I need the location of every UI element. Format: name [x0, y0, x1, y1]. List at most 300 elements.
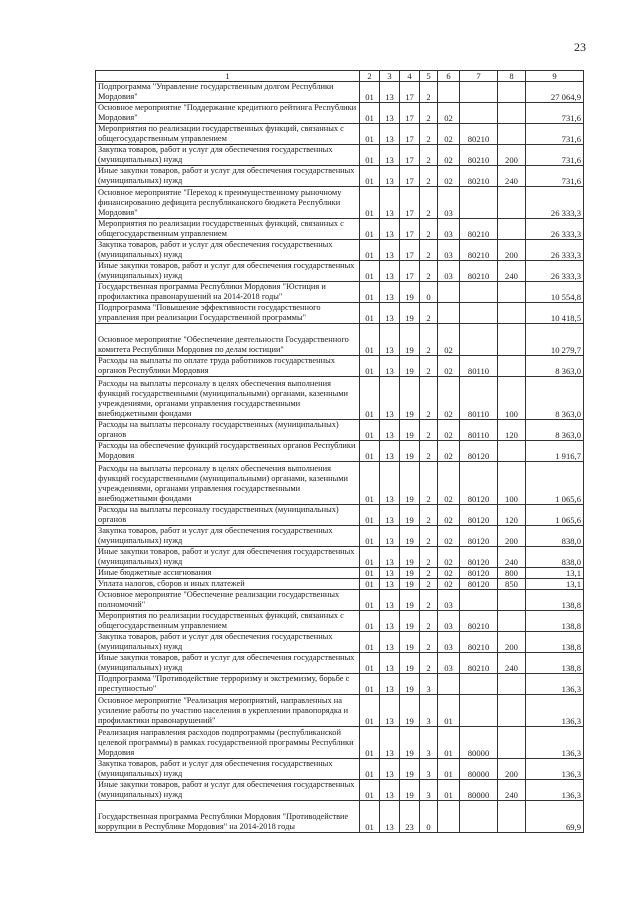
column-header: 4: [400, 71, 420, 82]
section-code-cell: 01: [360, 590, 380, 611]
table-row: [96, 261, 584, 282]
amount-cell: 136,3: [526, 727, 584, 759]
amount-cell: 69,9: [526, 801, 584, 833]
table-row: [96, 590, 584, 611]
table-header-row: [96, 71, 584, 82]
program-code-cell: 17: [400, 124, 420, 145]
amount-cell: 138,8: [526, 590, 584, 611]
subsection-code-cell: 13: [380, 377, 400, 420]
subsection-code-cell: 13: [380, 568, 400, 579]
column-header: 7: [460, 71, 498, 82]
column-header: 2: [360, 71, 380, 82]
row-name-cell: Подпрограмма "Противодействие терроризму и экстремизму, борьбе с преступностью": [96, 674, 360, 695]
program-code-cell: 17: [400, 145, 420, 166]
amount-cell: 1 065,6: [526, 505, 584, 526]
direction-code-cell: 80210: [460, 219, 498, 240]
amount-cell: 138,8: [526, 632, 584, 653]
direction-code-cell: [460, 187, 498, 219]
row-name-cell: Основное мероприятие "Обеспечение деятельности Государственного комитета Республики Мордовия по делам юстиции": [96, 324, 360, 356]
direction-code-cell: 80210: [460, 632, 498, 653]
table-row: [96, 441, 584, 462]
activity-code-cell: [438, 282, 460, 303]
subsection-code-cell: 13: [380, 611, 400, 632]
program-code-cell: 19: [400, 674, 420, 695]
subsection-code-cell: 13: [380, 441, 400, 462]
section-code-cell: 01: [360, 356, 380, 377]
budget-table: [95, 70, 584, 833]
section-code-cell: 01: [360, 261, 380, 282]
expense-type-cell: 200: [498, 145, 526, 166]
amount-cell: 8 363,0: [526, 420, 584, 441]
column-header: 6: [438, 71, 460, 82]
subprogram-code-cell: 2: [420, 568, 438, 579]
amount-cell: 10 418,5: [526, 303, 584, 324]
amount-cell: 136,3: [526, 759, 584, 780]
program-code-cell: 17: [400, 219, 420, 240]
direction-code-cell: [460, 303, 498, 324]
activity-code-cell: 02: [438, 103, 460, 124]
subsection-code-cell: 13: [380, 547, 400, 568]
amount-cell: 838,0: [526, 526, 584, 547]
expense-type-cell: 240: [498, 780, 526, 801]
program-code-cell: 19: [400, 611, 420, 632]
program-code-cell: 17: [400, 240, 420, 261]
expense-type-cell: [498, 611, 526, 632]
table-row: [96, 674, 584, 695]
expense-type-cell: 850: [498, 579, 526, 590]
activity-code-cell: 02: [438, 526, 460, 547]
section-code-cell: 01: [360, 377, 380, 420]
table-row: [96, 526, 584, 547]
row-name-cell: Государственная программа Республики Мордовия "Противодействие коррупции в Республике Мордовия" на 2014-2018 годы: [96, 801, 360, 833]
activity-code-cell: [438, 674, 460, 695]
subsection-code-cell: 13: [380, 579, 400, 590]
subprogram-code-cell: 3: [420, 759, 438, 780]
activity-code-cell: 01: [438, 695, 460, 727]
section-code-cell: 01: [360, 568, 380, 579]
direction-code-cell: 80120: [460, 526, 498, 547]
program-code-cell: 17: [400, 187, 420, 219]
section-code-cell: 01: [360, 695, 380, 727]
expense-type-cell: [498, 303, 526, 324]
section-code-cell: 01: [360, 441, 380, 462]
table-row: [96, 547, 584, 568]
activity-code-cell: 02: [438, 377, 460, 420]
direction-code-cell: 80110: [460, 420, 498, 441]
subsection-code-cell: 13: [380, 82, 400, 103]
program-code-cell: 17: [400, 82, 420, 103]
direction-code-cell: 80120: [460, 568, 498, 579]
direction-code-cell: [460, 674, 498, 695]
row-name-cell: Расходы на обеспечение функций государственных органов Республики Мордовия: [96, 441, 360, 462]
program-code-cell: 19: [400, 727, 420, 759]
subprogram-code-cell: 3: [420, 727, 438, 759]
section-code-cell: 01: [360, 240, 380, 261]
row-name-cell: Основное мероприятие "Обеспечение реализации государственных полномочий": [96, 590, 360, 611]
expense-type-cell: 120: [498, 420, 526, 441]
expense-type-cell: [498, 727, 526, 759]
direction-code-cell: 80120: [460, 441, 498, 462]
subprogram-code-cell: 2: [420, 526, 438, 547]
subprogram-code-cell: 2: [420, 261, 438, 282]
subprogram-code-cell: 2: [420, 145, 438, 166]
table-row: [96, 611, 584, 632]
direction-code-cell: 80210: [460, 611, 498, 632]
section-code-cell: 01: [360, 653, 380, 674]
activity-code-cell: [438, 801, 460, 833]
row-name-cell: Закупка товаров, работ и услуг для обеспечения государственных (муниципальных) нужд: [96, 526, 360, 547]
expense-type-cell: [498, 124, 526, 145]
activity-code-cell: 02: [438, 441, 460, 462]
program-code-cell: 17: [400, 261, 420, 282]
activity-code-cell: 02: [438, 166, 460, 187]
program-code-cell: 19: [400, 356, 420, 377]
activity-code-cell: 03: [438, 187, 460, 219]
subprogram-code-cell: 2: [420, 166, 438, 187]
activity-code-cell: 02: [438, 324, 460, 356]
amount-cell: 731,6: [526, 124, 584, 145]
section-code-cell: 01: [360, 674, 380, 695]
expense-type-cell: [498, 82, 526, 103]
subsection-code-cell: 13: [380, 801, 400, 833]
program-code-cell: 19: [400, 505, 420, 526]
activity-code-cell: 03: [438, 590, 460, 611]
row-name-cell: Иные закупки товаров, работ и услуг для обеспечения государственных (муниципальных) нужд: [96, 780, 360, 801]
activity-code-cell: 02: [438, 547, 460, 568]
activity-code-cell: [438, 303, 460, 324]
direction-code-cell: 80000: [460, 780, 498, 801]
expense-type-cell: [498, 356, 526, 377]
subsection-code-cell: 13: [380, 303, 400, 324]
subprogram-code-cell: 2: [420, 324, 438, 356]
table-row: [96, 103, 584, 124]
subprogram-code-cell: 2: [420, 632, 438, 653]
expense-type-cell: [498, 695, 526, 727]
row-name-cell: Закупка товаров, работ и услуг для обеспечения государственных (муниципальных) нужд: [96, 145, 360, 166]
direction-code-cell: 80120: [460, 547, 498, 568]
activity-code-cell: 01: [438, 727, 460, 759]
section-code-cell: 01: [360, 124, 380, 145]
table-row: [96, 303, 584, 324]
subsection-code-cell: 13: [380, 526, 400, 547]
subsection-code-cell: 13: [380, 653, 400, 674]
subprogram-code-cell: 2: [420, 462, 438, 505]
section-code-cell: 01: [360, 166, 380, 187]
program-code-cell: 19: [400, 441, 420, 462]
subprogram-code-cell: 2: [420, 124, 438, 145]
subsection-code-cell: 13: [380, 103, 400, 124]
expense-type-cell: 100: [498, 377, 526, 420]
program-code-cell: 19: [400, 420, 420, 441]
row-name-cell: Мероприятия по реализации государственных функций, связанных с общегосударственным управлением: [96, 219, 360, 240]
row-name-cell: Закупка товаров, работ и услуг для обеспечения государственных (муниципальных) нужд: [96, 632, 360, 653]
activity-code-cell: 03: [438, 219, 460, 240]
program-code-cell: 19: [400, 303, 420, 324]
subprogram-code-cell: 3: [420, 780, 438, 801]
subprogram-code-cell: 2: [420, 219, 438, 240]
direction-code-cell: 80000: [460, 727, 498, 759]
program-code-cell: 19: [400, 462, 420, 505]
section-code-cell: 01: [360, 303, 380, 324]
row-name-cell: Иные закупки товаров, работ и услуг для обеспечения государственных (муниципальных) нужд: [96, 547, 360, 568]
direction-code-cell: [460, 801, 498, 833]
row-name-cell: Основное мероприятие "Реализация мероприятий, направленных на усиление работы по участию населения в укреплении правопорядка и профилактики правонарушений": [96, 695, 360, 727]
section-code-cell: 01: [360, 526, 380, 547]
amount-cell: 10 279,7: [526, 324, 584, 356]
subprogram-code-cell: 2: [420, 653, 438, 674]
subprogram-code-cell: 2: [420, 590, 438, 611]
subprogram-code-cell: 2: [420, 441, 438, 462]
table-row: [96, 324, 584, 356]
activity-code-cell: 02: [438, 568, 460, 579]
table-row: [96, 568, 584, 579]
row-name-cell: Иные закупки товаров, работ и услуг для обеспечения государственных (муниципальных) нужд: [96, 166, 360, 187]
subprogram-code-cell: 2: [420, 187, 438, 219]
subprogram-code-cell: 2: [420, 420, 438, 441]
row-name-cell: Мероприятия по реализации государственных функций, связанных с общегосударственным управлением: [96, 124, 360, 145]
expense-type-cell: [498, 282, 526, 303]
amount-cell: 136,3: [526, 780, 584, 801]
row-name-cell: Иные закупки товаров, работ и услуг для обеспечения государственных (муниципальных) нужд: [96, 261, 360, 282]
row-name-cell: Расходы на выплаты персоналу государственных (муниципальных) органов: [96, 420, 360, 441]
table-row: [96, 632, 584, 653]
section-code-cell: 01: [360, 801, 380, 833]
activity-code-cell: 01: [438, 780, 460, 801]
row-name-cell: Подпрограмма "Управление государственным долгом Республики Мордовия": [96, 82, 360, 103]
program-code-cell: 19: [400, 568, 420, 579]
row-name-cell: Основное мероприятие "Поддержание кредитного рейтинга Республики Мордовия": [96, 103, 360, 124]
program-code-cell: 19: [400, 377, 420, 420]
section-code-cell: 01: [360, 82, 380, 103]
amount-cell: 26 333,3: [526, 261, 584, 282]
subprogram-code-cell: 2: [420, 356, 438, 377]
page-number: 23: [574, 40, 586, 54]
program-code-cell: 19: [400, 590, 420, 611]
direction-code-cell: 80000: [460, 759, 498, 780]
section-code-cell: 01: [360, 611, 380, 632]
subprogram-code-cell: 2: [420, 82, 438, 103]
expense-type-cell: [498, 801, 526, 833]
program-code-cell: 19: [400, 324, 420, 356]
table-row: [96, 420, 584, 441]
table-row: [96, 166, 584, 187]
subsection-code-cell: 13: [380, 674, 400, 695]
section-code-cell: 01: [360, 780, 380, 801]
amount-cell: 731,6: [526, 145, 584, 166]
program-code-cell: 17: [400, 166, 420, 187]
direction-code-cell: 80210: [460, 166, 498, 187]
amount-cell: 1 916,7: [526, 441, 584, 462]
amount-cell: 26 333,3: [526, 240, 584, 261]
subsection-code-cell: 13: [380, 324, 400, 356]
amount-cell: 13,1: [526, 568, 584, 579]
amount-cell: 138,8: [526, 611, 584, 632]
amount-cell: 136,3: [526, 674, 584, 695]
activity-code-cell: [438, 82, 460, 103]
table-row: [96, 282, 584, 303]
activity-code-cell: 03: [438, 653, 460, 674]
amount-cell: 731,6: [526, 166, 584, 187]
subsection-code-cell: 13: [380, 759, 400, 780]
direction-code-cell: 80210: [460, 240, 498, 261]
activity-code-cell: 03: [438, 240, 460, 261]
row-name-cell: Расходы на выплаты персоналу в целях обеспечения выполнения функций государственными (муниципальными) органами, казенными учреждениями, органами управления государственными внебюджетными фондами: [96, 377, 360, 420]
direction-code-cell: [460, 103, 498, 124]
subsection-code-cell: 13: [380, 124, 400, 145]
subsection-code-cell: 13: [380, 187, 400, 219]
activity-code-cell: 02: [438, 505, 460, 526]
table-row: [96, 82, 584, 103]
amount-cell: 26 333,3: [526, 219, 584, 240]
expense-type-cell: 200: [498, 632, 526, 653]
table-body: [96, 82, 584, 833]
program-code-cell: 19: [400, 653, 420, 674]
program-code-cell: 23: [400, 801, 420, 833]
section-code-cell: 01: [360, 579, 380, 590]
program-code-cell: 19: [400, 526, 420, 547]
table-row: [96, 695, 584, 727]
direction-code-cell: 80120: [460, 579, 498, 590]
column-header: 5: [420, 71, 438, 82]
column-header: 8: [498, 71, 526, 82]
row-name-cell: Иные закупки товаров, работ и услуг для обеспечения государственных (муниципальных) нужд: [96, 653, 360, 674]
row-name-cell: Основное мероприятие "Переход к преимущественному рыночному финансированию дефицита республиканского бюджета Республики Мордовия": [96, 187, 360, 219]
subsection-code-cell: 13: [380, 166, 400, 187]
expense-type-cell: 200: [498, 240, 526, 261]
direction-code-cell: 80210: [460, 261, 498, 282]
direction-code-cell: 80110: [460, 377, 498, 420]
subprogram-code-cell: 3: [420, 674, 438, 695]
expense-type-cell: [498, 324, 526, 356]
direction-code-cell: [460, 590, 498, 611]
column-header: 1: [96, 71, 360, 82]
expense-type-cell: 120: [498, 505, 526, 526]
activity-code-cell: 02: [438, 420, 460, 441]
section-code-cell: 01: [360, 219, 380, 240]
section-code-cell: 01: [360, 632, 380, 653]
direction-code-cell: 80210: [460, 124, 498, 145]
expense-type-cell: 240: [498, 653, 526, 674]
amount-cell: 26 333,3: [526, 187, 584, 219]
section-code-cell: 01: [360, 103, 380, 124]
row-name-cell: Расходы на выплаты персоналу государственных (муниципальных) органов: [96, 505, 360, 526]
table-row: [96, 505, 584, 526]
direction-code-cell: [460, 282, 498, 303]
direction-code-cell: 80210: [460, 653, 498, 674]
table-row: [96, 124, 584, 145]
program-code-cell: 19: [400, 759, 420, 780]
activity-code-cell: 02: [438, 356, 460, 377]
program-code-cell: 19: [400, 632, 420, 653]
section-code-cell: 01: [360, 282, 380, 303]
table-row: [96, 801, 584, 833]
subsection-code-cell: 13: [380, 420, 400, 441]
subsection-code-cell: 13: [380, 505, 400, 526]
subprogram-code-cell: 2: [420, 240, 438, 261]
table-row: [96, 727, 584, 759]
program-code-cell: 19: [400, 695, 420, 727]
activity-code-cell: 01: [438, 759, 460, 780]
section-code-cell: 01: [360, 187, 380, 219]
expense-type-cell: [498, 590, 526, 611]
subprogram-code-cell: 0: [420, 282, 438, 303]
activity-code-cell: 03: [438, 611, 460, 632]
activity-code-cell: 02: [438, 124, 460, 145]
expense-type-cell: 200: [498, 759, 526, 780]
subsection-code-cell: 13: [380, 145, 400, 166]
amount-cell: 138,8: [526, 653, 584, 674]
direction-code-cell: 80120: [460, 462, 498, 505]
section-code-cell: 01: [360, 759, 380, 780]
amount-cell: 1 065,6: [526, 462, 584, 505]
subprogram-code-cell: 3: [420, 695, 438, 727]
amount-cell: 27 064,9: [526, 82, 584, 103]
program-code-cell: 19: [400, 780, 420, 801]
amount-cell: 8 363,0: [526, 377, 584, 420]
expense-type-cell: [498, 219, 526, 240]
expense-type-cell: 240: [498, 166, 526, 187]
subsection-code-cell: 13: [380, 219, 400, 240]
table-row: [96, 240, 584, 261]
table-row: [96, 356, 584, 377]
section-code-cell: 01: [360, 145, 380, 166]
row-name-cell: Государственная программа Республики Мордовия "Юстиция и профилактика правонарушений на 2014-2018 годы": [96, 282, 360, 303]
program-code-cell: 17: [400, 103, 420, 124]
row-name-cell: Закупка товаров, работ и услуг для обеспечения государственных (муниципальных) нужд: [96, 759, 360, 780]
section-code-cell: 01: [360, 505, 380, 526]
table-row: [96, 145, 584, 166]
row-name-cell: Реализация направления расходов подпрограммы (республиканской целевой программы) в рамках государственной программы Республики Мордовия: [96, 727, 360, 759]
subprogram-code-cell: 2: [420, 579, 438, 590]
subprogram-code-cell: 2: [420, 303, 438, 324]
section-code-cell: 01: [360, 547, 380, 568]
program-code-cell: 19: [400, 579, 420, 590]
section-code-cell: 01: [360, 462, 380, 505]
table-row: [96, 759, 584, 780]
expense-type-cell: [498, 674, 526, 695]
amount-cell: 838,0: [526, 547, 584, 568]
expense-type-cell: [498, 441, 526, 462]
subsection-code-cell: 13: [380, 462, 400, 505]
expense-type-cell: 800: [498, 568, 526, 579]
table-row: [96, 579, 584, 590]
subprogram-code-cell: 2: [420, 377, 438, 420]
subsection-code-cell: 13: [380, 780, 400, 801]
direction-code-cell: 80110: [460, 356, 498, 377]
expense-type-cell: 240: [498, 261, 526, 282]
activity-code-cell: 02: [438, 579, 460, 590]
column-header: 9: [526, 71, 584, 82]
activity-code-cell: 02: [438, 462, 460, 505]
expense-type-cell: 240: [498, 547, 526, 568]
amount-cell: 10 554,8: [526, 282, 584, 303]
subsection-code-cell: 13: [380, 261, 400, 282]
section-code-cell: 01: [360, 420, 380, 441]
amount-cell: 731,6: [526, 103, 584, 124]
subprogram-code-cell: 2: [420, 611, 438, 632]
table-row: [96, 377, 584, 420]
table-row: [96, 462, 584, 505]
subsection-code-cell: 13: [380, 590, 400, 611]
subsection-code-cell: 13: [380, 727, 400, 759]
row-name-cell: Уплата налогов, сборов и иных платежей: [96, 579, 360, 590]
subprogram-code-cell: 2: [420, 505, 438, 526]
row-name-cell: Расходы на выплаты персоналу в целях обеспечения выполнения функций государственными (муниципальными) органами, казенными учреждениями, органами управления государственными внебюджетными фондами: [96, 462, 360, 505]
direction-code-cell: 80120: [460, 505, 498, 526]
direction-code-cell: [460, 324, 498, 356]
direction-code-cell: 80210: [460, 145, 498, 166]
subsection-code-cell: 13: [380, 632, 400, 653]
